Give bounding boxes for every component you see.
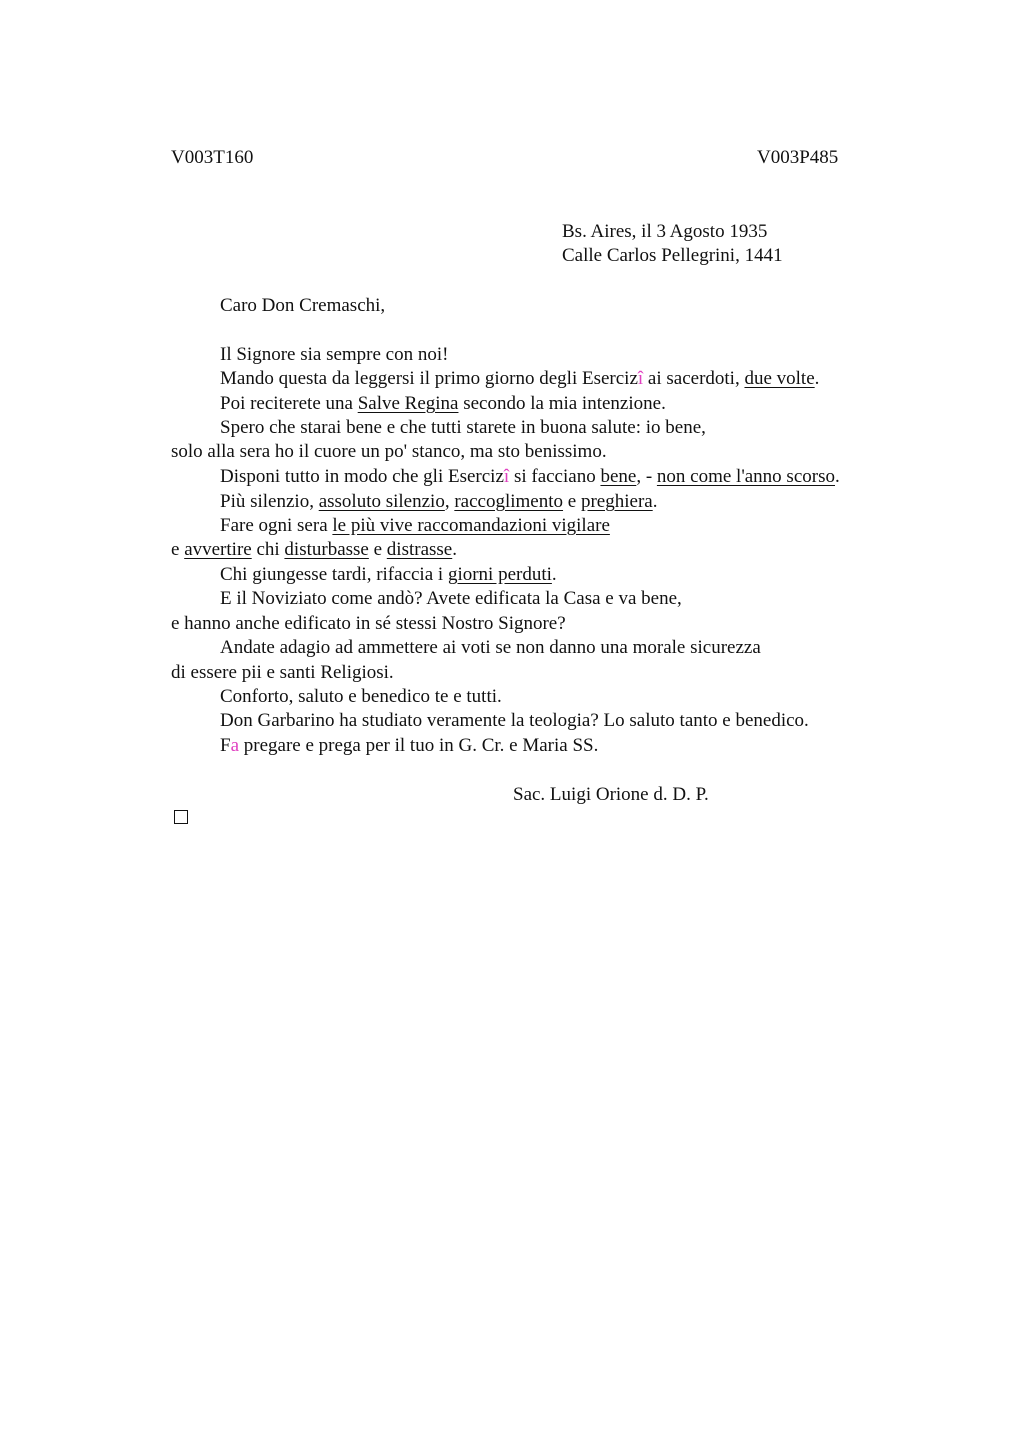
highlighted-char: î	[637, 368, 644, 389]
body-line	[220, 563, 557, 587]
text-span: , -	[636, 466, 657, 487]
left-code: V003T160	[171, 147, 254, 168]
signature: Sac. Luigi Orione d. D. P.	[513, 784, 709, 805]
underlined-text: le più vive raccomandazioni vigilare	[332, 515, 610, 536]
underlined-text: distrasse	[386, 539, 453, 560]
address: Calle Carlos Pellegrini, 1441	[562, 245, 783, 266]
text-span: ,	[444, 491, 455, 512]
body-line: solo alla sera ho il cuore un po' stanco, ma sto benissimo.	[171, 441, 607, 462]
body-line	[220, 490, 657, 514]
highlighted-char: a	[230, 735, 240, 756]
body-line	[220, 514, 610, 538]
text-span: .	[814, 368, 820, 389]
body-line	[220, 367, 819, 391]
underlined-text: non come l'anno scorso	[656, 466, 835, 487]
body-line: E il Noviziato come andò? Avete edificata la Casa e va bene,	[220, 588, 682, 609]
body-line: Conforto, saluto e benedico te e tutti.	[220, 686, 502, 707]
text-span: chi	[251, 539, 285, 560]
text-span: Disponi tutto in modo che gli Esercizî si facciano	[220, 466, 601, 487]
text-span: .	[652, 491, 658, 512]
text-span: .	[452, 539, 457, 560]
underlined-text: due volte	[744, 368, 815, 389]
underlined-text: avvertire	[184, 539, 252, 560]
text-span: e	[368, 539, 387, 560]
text-span: e	[563, 491, 581, 512]
underlined-text: bene	[600, 466, 637, 487]
body-line	[220, 392, 666, 416]
right-code: V003P485	[757, 147, 839, 168]
underlined-text: assoluto silenzio	[318, 491, 445, 512]
text-span: secondo la mia intenzione.	[458, 393, 666, 414]
underlined-text: Salve Regina	[357, 393, 459, 414]
body-line	[171, 538, 457, 562]
text-span: Chi giungesse tardi, rifaccia i	[220, 564, 448, 585]
body-line: Spero che starai bene e che tutti starete in buona salute: io bene,	[220, 417, 706, 438]
body-line: Andate adagio ad ammettere ai voti se non danno una morale sicurezza	[220, 637, 761, 658]
underlined-text: giorni perduti	[447, 564, 552, 585]
text-span: Mando questa da leggersi il primo giorno degli Esercizî ai sacerdoti,	[220, 368, 745, 389]
place-date: Bs. Aires, il 3 Agosto 1935	[562, 221, 768, 242]
body-line: Fa pregare e prega per il tuo in G. Cr. e Maria SS.	[220, 735, 599, 756]
body-line: Don Garbarino ha studiato veramente la teologia? Lo saluto tanto e benedico.	[220, 710, 809, 731]
underlined-text: raccoglimento	[454, 491, 564, 512]
empty-square-icon	[174, 810, 188, 824]
body-line: Il Signore sia sempre con noi!	[220, 344, 449, 365]
text-span: Poi reciterete una	[220, 393, 358, 414]
text-span: .	[835, 466, 840, 487]
text-span: Più silenzio,	[220, 491, 319, 512]
salutation: Caro Don Cremaschi,	[220, 295, 386, 316]
text-span: .	[551, 564, 557, 585]
body-line: di essere pii e santi Religiosi.	[171, 662, 394, 683]
text-span: e	[171, 539, 185, 560]
highlighted-char: î	[503, 466, 510, 487]
body-line: e hanno anche edificato in sé stessi Nostro Signore?	[171, 613, 566, 634]
underlined-text: preghiera	[580, 491, 653, 512]
underlined-text: disturbasse	[284, 539, 369, 560]
text-span: Fare ogni sera	[220, 515, 333, 536]
body-line	[220, 465, 840, 489]
